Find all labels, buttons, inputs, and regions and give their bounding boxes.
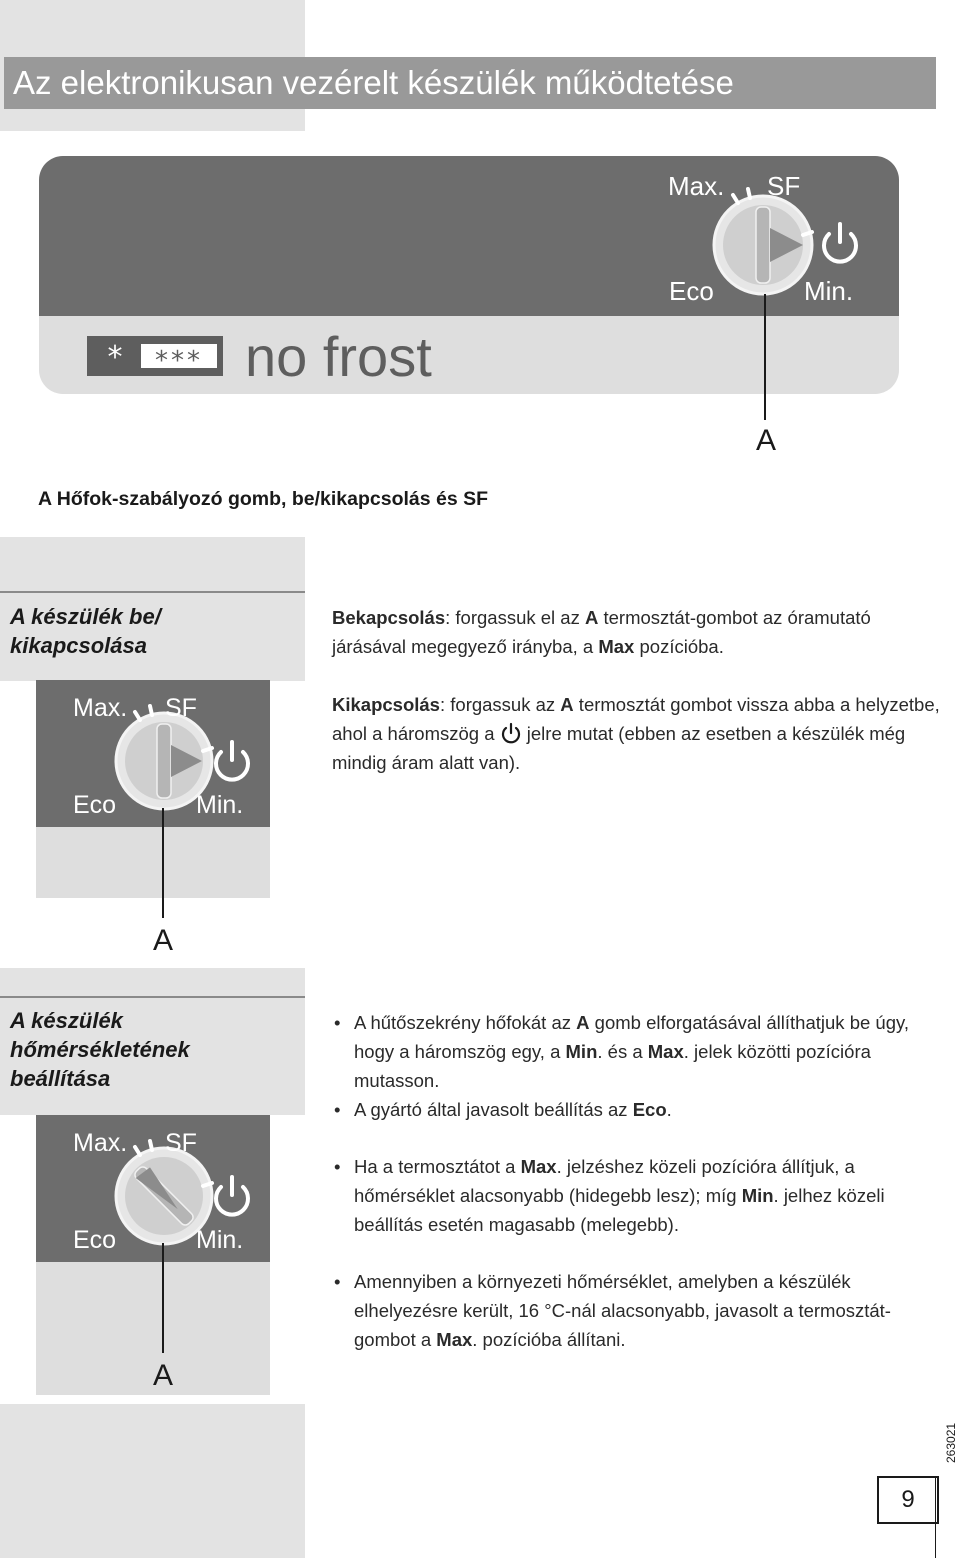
snowflake-icon: * [107, 340, 123, 375]
brand-no-frost: no frost [245, 325, 432, 388]
label-min: Min. [196, 791, 244, 819]
label-sf: SF [165, 694, 197, 722]
freezer-star-badge [87, 336, 223, 376]
section2-bullets [332, 1008, 932, 1354]
section2-divider [0, 996, 305, 998]
section2-heading: A készülék hőmérsékletének beállítása [10, 1008, 190, 1091]
label-eco: Eco [669, 276, 714, 306]
label-max: Max. [668, 171, 725, 201]
document-code: 263021 [944, 1422, 958, 1463]
section1-text [332, 603, 942, 777]
section2-dial-figure [36, 1115, 276, 1395]
three-stars-icon: *** [155, 346, 203, 376]
label-sf: SF [767, 171, 801, 201]
power-off-paragraph: Kikapcsolás: forgassuk az A termosztát gombot vissza abba a helyzetbe, ahol a háromszög a jelre mutat (ebben az esetben a készülék még mindig áram alatt van). [332, 694, 940, 773]
label-sf: SF [165, 1129, 197, 1157]
label-min: Min. [804, 276, 854, 306]
section1-heading: A készülék be/ kikapcsolása [10, 604, 161, 658]
list-item: • A hűtőszekrény hőfokát az A gomb elforgatásával állíthatjuk be úgy, hogy a háromszög egy, a Min. és a Max. jelek közötti pozícióra mutasson. [332, 1008, 932, 1095]
list-item: • A gyártó által javasolt beállítás az Eco. [332, 1095, 932, 1124]
marker-a: A [152, 924, 174, 957]
figure-caption: A Hőfok-szabályozó gomb, be/kikapcsolás és SF [38, 488, 489, 510]
marker-a: A [152, 1359, 174, 1392]
page-title: Az elektronikusan vezérelt készülék működtetése [4, 57, 936, 109]
left-band-bottom [0, 1404, 305, 1558]
list-item: • Ha a termosztátot a Max. jelzéshez közeli pozícióra állítjuk, a hőmérséklet alacsonyabb (hidegebb lesz); míg Min. jelhez közeli beállítás esetén magasabb (melegebb). [332, 1152, 932, 1239]
section1-divider [0, 591, 305, 593]
list-item: • Amennyiben a környezeti hőmérséklet, amelyben a készülék elhelyezésre került, 16 °C-nál alacsonyabb, javasolt a termosztát-gombot a Max. pozícióba állítani. [332, 1267, 932, 1354]
power-on-paragraph: Bekapcsolás: forgassuk el az A termosztát-gombot az óramutató járásával megegyező irányba, a Max pozícióba. [332, 607, 871, 657]
power-icon [500, 722, 522, 744]
label-eco: Eco [73, 791, 117, 819]
page-number: 9 [877, 1476, 939, 1524]
label-min: Min. [196, 1226, 244, 1254]
control-panel-figure [0, 140, 960, 470]
label-max: Max. [73, 1129, 128, 1157]
marker-a: A [755, 424, 777, 457]
section1-dial-figure [36, 680, 276, 960]
label-eco: Eco [73, 1226, 117, 1254]
label-max: Max. [73, 694, 128, 722]
thermostat-dial[interactable] [714, 196, 812, 294]
